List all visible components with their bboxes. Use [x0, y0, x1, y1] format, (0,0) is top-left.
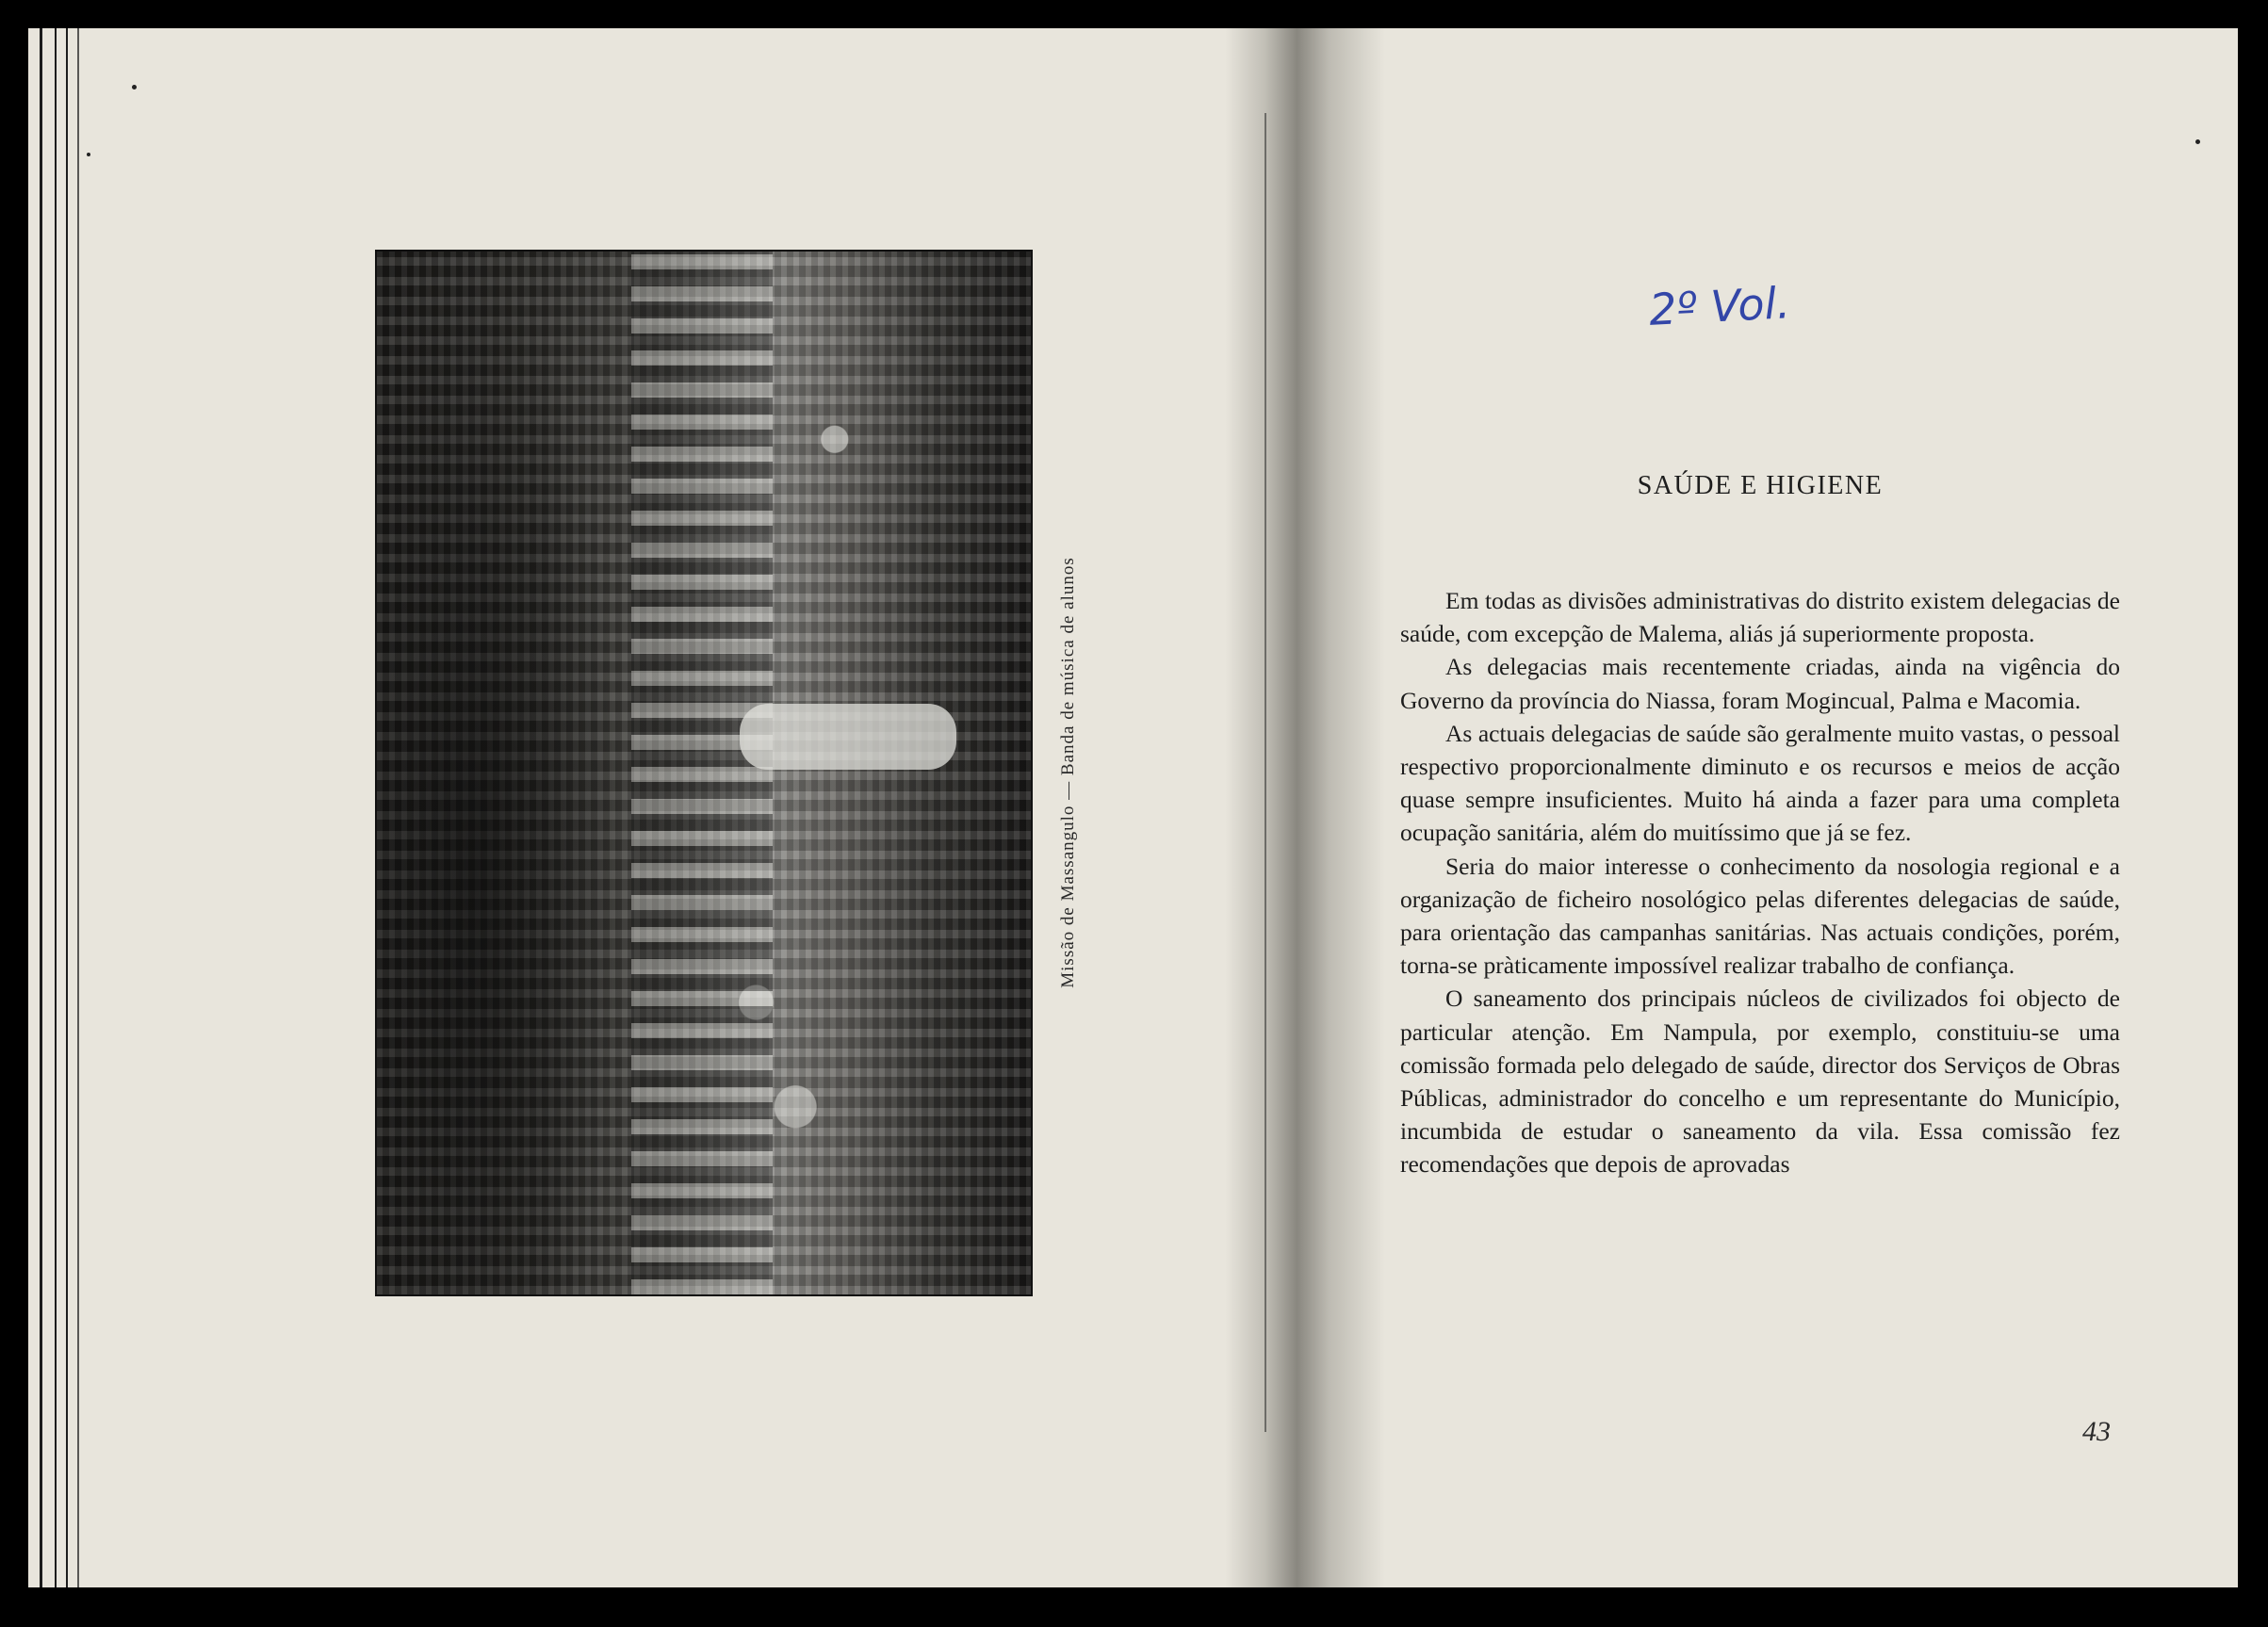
dust-speck [132, 85, 137, 89]
band-photograph [375, 250, 1033, 1296]
page-number: 43 [2082, 1416, 2111, 1447]
paragraph: Seria do maior interesse o conhecimento da nosologia regional e a organização de ficheiro nosológico pelas diferentes delegacias de saúde, para orientação das campanhas sanitárias. Nas actuais condições, porém, torna-se pràticamente impossível realizar trabalho de confiança. [1400, 852, 2120, 980]
paragraph: Em todas as divisões administrativas do distrito existem delegacias de saúde, com excepção de Malema, aliás já superiormente proposta. [1400, 587, 2120, 648]
photo-crowd [631, 252, 773, 1294]
scanned-page [28, 28, 2238, 1587]
article-body [1400, 584, 2120, 1181]
handwritten-volume-note: 2º Vol. [1647, 277, 1792, 335]
photo-priest-figure [740, 704, 956, 770]
paragraph: As actuais delegacias de saúde são geralmente muito vastas, o pessoal respectivo proporcionalmente diminuto e os recursos e meios de acção quase sempre insuficientes. Muito há ainda a fazer para uma completa ocupação sanitária, além do muitíssimo que já se fez. [1400, 719, 2120, 847]
binding-edge-line [40, 28, 42, 1587]
dust-speck [87, 153, 90, 156]
dust-speck [2195, 139, 2200, 144]
page-gutter-shadow [1225, 28, 1385, 1587]
paragraph: O saneamento dos principais núcleos de civilizados foi objecto de particular atenção. Em Nampula, por exemplo, constituiu-se uma comissão formada pelo delegado de saúde, director dos Serviços de Obras Públicas, administrador do concelho e um representante do Município, incumbida de estudar o saneamento da vila. Essa comissão fez recomendações que depois de aprovadas [1400, 984, 2120, 1179]
binding-edge-line [66, 28, 68, 1587]
binding-edge-line [55, 28, 57, 1587]
photo-caption: Missão de Massangulo — Banda de música de alunos [1058, 557, 1078, 988]
photo-trees [377, 252, 622, 1294]
page-gutter-line [1265, 113, 1266, 1432]
binding-edge-line [77, 28, 79, 1587]
section-title: SAÚDE E HIGIENE [1637, 471, 1884, 500]
paragraph: As delegacias mais recentemente criadas, ainda na vigência do Governo da província do Niassa, foram Mogincual, Palma e Macomia. [1400, 653, 2120, 714]
